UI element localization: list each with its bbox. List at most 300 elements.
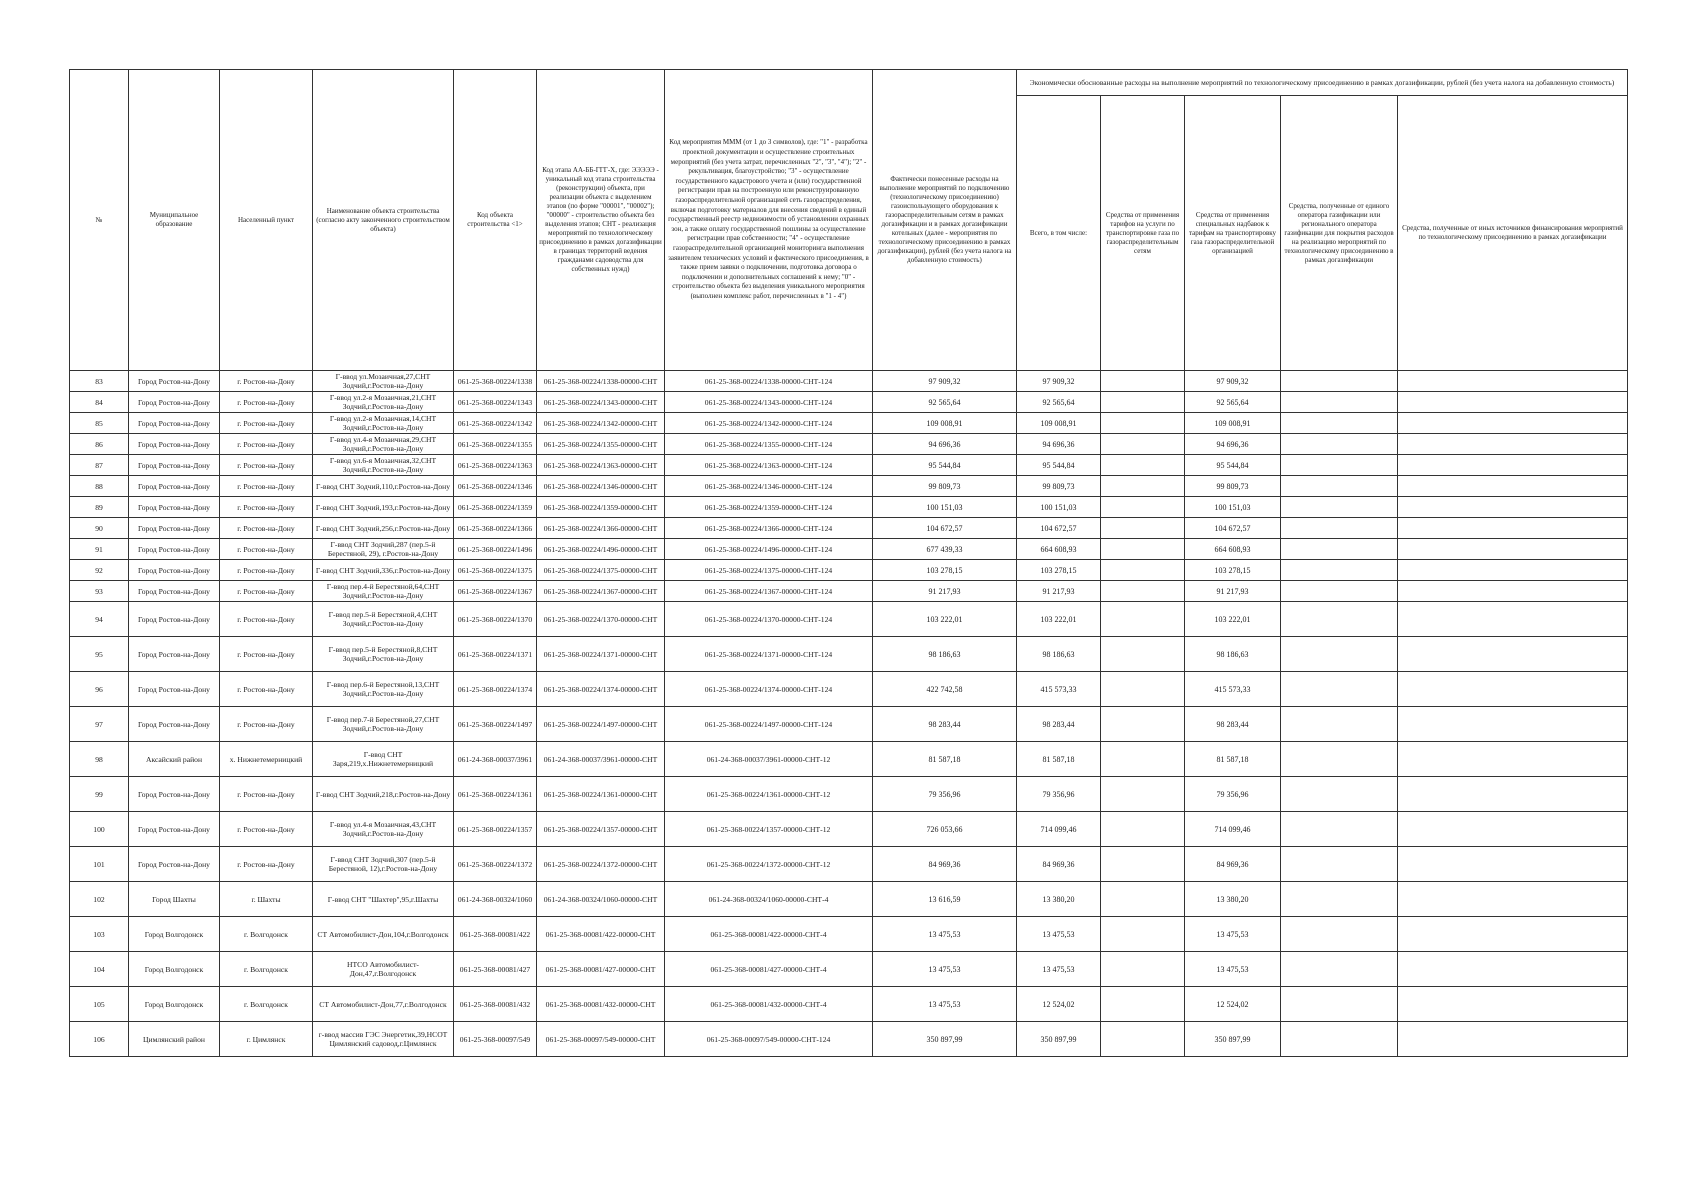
cell-actual-costs: 98 283,44 <box>873 707 1017 742</box>
cell-special-markups: 92 565,64 <box>1185 392 1281 413</box>
cell-actual-costs: 350 897,99 <box>873 1022 1017 1057</box>
cell-total: 103 222,01 <box>1017 602 1101 637</box>
cell-special-markups: 95 544,84 <box>1185 455 1281 476</box>
cell-operator-funds <box>1281 560 1398 581</box>
cell-settlement: г. Ростов-на-Дону <box>220 497 313 518</box>
cell-num: 85 <box>70 413 129 434</box>
cell-special-markups: 100 151,03 <box>1185 497 1281 518</box>
cell-num: 86 <box>70 434 129 455</box>
cell-actual-costs: 677 439,33 <box>873 539 1017 560</box>
cell-settlement: г. Шахты <box>220 882 313 917</box>
cell-special-markups: 99 809,73 <box>1185 476 1281 497</box>
cell-total: 415 573,33 <box>1017 672 1101 707</box>
cell-settlement: г. Ростов-на-Дону <box>220 413 313 434</box>
cell-special-markups: 84 969,36 <box>1185 847 1281 882</box>
cell-operator-funds <box>1281 742 1398 777</box>
cell-object-name: Г-ввод ул.6-я Мозаичная,32,СНТ Зодчий,г.Ростов-на-Дону <box>313 455 454 476</box>
cell-tariff-transport <box>1101 560 1185 581</box>
cell-municipality: Город Ростов-на-Дону <box>129 518 220 539</box>
cell-object-code: 061-25-368-00081/432 <box>454 987 537 1022</box>
cell-municipality: Город Ростов-на-Дону <box>129 581 220 602</box>
cell-other-sources <box>1398 707 1628 742</box>
cell-event-code: 061-25-368-00224/1370-00000-СНТ-124 <box>665 602 873 637</box>
table-row <box>70 742 1628 777</box>
cell-special-markups: 97 909,32 <box>1185 371 1281 392</box>
cell-stage-code: 061-25-368-00081/427-00000-СНТ <box>537 952 665 987</box>
cell-object-code: 061-25-368-00224/1366 <box>454 518 537 539</box>
cell-tariff-transport <box>1101 637 1185 672</box>
cell-total: 350 897,99 <box>1017 1022 1101 1057</box>
header-stage-code: Код этапа АА-ББ-ГГГ-Х, где: ЭЭЭЭЭ - уникальный код этапа строительства (реконструкции) объекта, при реализации объекта с выделением этапов (по форме "00001", "00002"); "00000" - строительство объекта без выделения этапов; СНТ - реализация мероприятий по технологическому присоединению в рамках догазификации в границах территорий ведения гражданами садоводства для собственных нужд) <box>537 70 665 371</box>
table-row <box>70 413 1628 434</box>
cell-special-markups: 109 008,91 <box>1185 413 1281 434</box>
cell-num: 94 <box>70 602 129 637</box>
cell-tariff-transport <box>1101 476 1185 497</box>
cell-special-markups: 12 524,02 <box>1185 987 1281 1022</box>
cell-settlement: г. Ростов-на-Дону <box>220 672 313 707</box>
table-row <box>70 392 1628 413</box>
cell-operator-funds <box>1281 518 1398 539</box>
cell-num: 84 <box>70 392 129 413</box>
table-row <box>70 917 1628 952</box>
cell-operator-funds <box>1281 602 1398 637</box>
cell-municipality: Город Ростов-на-Дону <box>129 812 220 847</box>
cell-event-code: 061-25-368-00224/1342-00000-СНТ-124 <box>665 413 873 434</box>
cell-stage-code: 061-25-368-00224/1355-00000-СНТ <box>537 434 665 455</box>
cell-event-code: 061-25-368-00224/1361-00000-СНТ-12 <box>665 777 873 812</box>
cell-num: 100 <box>70 812 129 847</box>
cell-special-markups: 98 186,63 <box>1185 637 1281 672</box>
table-row <box>70 560 1628 581</box>
cell-event-code: 061-25-368-00224/1357-00000-СНТ-12 <box>665 812 873 847</box>
cell-actual-costs: 726 053,66 <box>873 812 1017 847</box>
cell-object-code: 061-25-368-00224/1371 <box>454 637 537 672</box>
cell-other-sources <box>1398 742 1628 777</box>
cell-settlement: г. Ростов-на-Дону <box>220 581 313 602</box>
cell-municipality: Город Волгодонск <box>129 952 220 987</box>
cell-actual-costs: 100 151,03 <box>873 497 1017 518</box>
cell-total: 12 524,02 <box>1017 987 1101 1022</box>
cell-total: 91 217,93 <box>1017 581 1101 602</box>
cell-event-code: 061-24-368-00037/3961-00000-СНТ-12 <box>665 742 873 777</box>
cell-other-sources <box>1398 1022 1628 1057</box>
cell-special-markups: 714 099,46 <box>1185 812 1281 847</box>
cell-other-sources <box>1398 539 1628 560</box>
cell-operator-funds <box>1281 987 1398 1022</box>
cell-total: 84 969,36 <box>1017 847 1101 882</box>
cell-operator-funds <box>1281 497 1398 518</box>
cell-num: 90 <box>70 518 129 539</box>
cell-actual-costs: 13 475,53 <box>873 917 1017 952</box>
cell-stage-code: 061-25-368-00224/1363-00000-СНТ <box>537 455 665 476</box>
cell-tariff-transport <box>1101 434 1185 455</box>
cell-tariff-transport <box>1101 539 1185 560</box>
cell-other-sources <box>1398 581 1628 602</box>
cell-municipality: Город Ростов-на-Дону <box>129 602 220 637</box>
document-table-sheet <box>69 69 1627 1057</box>
cell-municipality: Город Ростов-на-Дону <box>129 847 220 882</box>
cell-municipality: Аксайский район <box>129 742 220 777</box>
cell-settlement: г. Ростов-на-Дону <box>220 476 313 497</box>
cell-other-sources <box>1398 371 1628 392</box>
header-econ-title: Экономически обоснованные расходы на выполнение мероприятий по технологическому присоединению в рамках догазификации, рублей (без учета налога на добавленную стоимость) <box>1017 70 1628 96</box>
cell-operator-funds <box>1281 476 1398 497</box>
cell-special-markups: 94 696,36 <box>1185 434 1281 455</box>
cell-other-sources <box>1398 392 1628 413</box>
cell-actual-costs: 79 356,96 <box>873 777 1017 812</box>
cell-other-sources <box>1398 952 1628 987</box>
cell-actual-costs: 13 475,53 <box>873 987 1017 1022</box>
cell-settlement: г. Ростов-на-Дону <box>220 371 313 392</box>
cell-num: 98 <box>70 742 129 777</box>
cell-total: 99 809,73 <box>1017 476 1101 497</box>
header-object-code: Код объекта строительства <1> <box>454 70 537 371</box>
cell-settlement: г. Ростов-на-Дону <box>220 560 313 581</box>
cell-operator-funds <box>1281 539 1398 560</box>
cell-object-name: НТСО Автомобилист-Дон,47,г.Волгодонск <box>313 952 454 987</box>
cell-object-code: 061-25-368-00224/1359 <box>454 497 537 518</box>
header-num: № <box>70 70 129 371</box>
cell-num: 97 <box>70 707 129 742</box>
cell-actual-costs: 103 222,01 <box>873 602 1017 637</box>
cell-stage-code: 061-25-368-00224/1357-00000-СНТ <box>537 812 665 847</box>
cell-operator-funds <box>1281 371 1398 392</box>
cell-operator-funds <box>1281 581 1398 602</box>
cell-special-markups: 104 672,57 <box>1185 518 1281 539</box>
cell-tariff-transport <box>1101 392 1185 413</box>
cell-object-name: Г-ввод ул.4-я Мозаичная,29,СНТ Зодчий,г.Ростов-на-Дону <box>313 434 454 455</box>
cell-municipality: Город Ростов-на-Дону <box>129 392 220 413</box>
cell-num: 93 <box>70 581 129 602</box>
cell-event-code: 061-25-368-00224/1366-00000-СНТ-124 <box>665 518 873 539</box>
cell-actual-costs: 422 742,58 <box>873 672 1017 707</box>
cell-object-name: СТ Автомобилист-Дон,104,г.Волгодонск <box>313 917 454 952</box>
cell-event-code: 061-25-368-00224/1363-00000-СНТ-124 <box>665 455 873 476</box>
cell-tariff-transport <box>1101 455 1185 476</box>
cell-event-code: 061-25-368-00097/549-00000-СНТ-124 <box>665 1022 873 1057</box>
table-row <box>70 882 1628 917</box>
cell-actual-costs: 81 587,18 <box>873 742 1017 777</box>
cell-object-name: Г-ввод СНТ Зодчий,307 (пер.5-й Берестяной, 12),г.Ростов-на-Дону <box>313 847 454 882</box>
cell-event-code: 061-25-368-00224/1497-00000-СНТ-124 <box>665 707 873 742</box>
cell-event-code: 061-25-368-00224/1372-00000-СНТ-12 <box>665 847 873 882</box>
cell-total: 714 099,46 <box>1017 812 1101 847</box>
cell-tariff-transport <box>1101 602 1185 637</box>
cell-operator-funds <box>1281 434 1398 455</box>
cell-stage-code: 061-25-368-00224/1497-00000-СНТ <box>537 707 665 742</box>
cell-municipality: Город Ростов-на-Дону <box>129 371 220 392</box>
cell-other-sources <box>1398 497 1628 518</box>
cell-municipality: Город Ростов-на-Дону <box>129 672 220 707</box>
cell-stage-code: 061-25-368-00224/1372-00000-СНТ <box>537 847 665 882</box>
cell-special-markups: 81 587,18 <box>1185 742 1281 777</box>
cell-settlement: г. Ростов-на-Дону <box>220 518 313 539</box>
cell-operator-funds <box>1281 637 1398 672</box>
table-header <box>70 70 1628 371</box>
cell-total: 79 356,96 <box>1017 777 1101 812</box>
cell-object-code: 061-25-368-00224/1361 <box>454 777 537 812</box>
cell-total: 92 565,64 <box>1017 392 1101 413</box>
header-municipality: Муниципальное образование <box>129 70 220 371</box>
cell-stage-code: 061-25-368-00224/1367-00000-СНТ <box>537 581 665 602</box>
cell-municipality: Город Ростов-на-Дону <box>129 476 220 497</box>
table-row <box>70 777 1628 812</box>
cell-other-sources <box>1398 602 1628 637</box>
cell-tariff-transport <box>1101 987 1185 1022</box>
cell-event-code: 061-25-368-00224/1343-00000-СНТ-124 <box>665 392 873 413</box>
cell-stage-code: 061-24-368-00324/1060-00000-СНТ <box>537 882 665 917</box>
cell-object-code: 061-25-368-00224/1372 <box>454 847 537 882</box>
header-object-name: Наименование объекта строительства (согласно акту законченного строительством объекта) <box>313 70 454 371</box>
cell-actual-costs: 104 672,57 <box>873 518 1017 539</box>
cell-operator-funds <box>1281 413 1398 434</box>
cell-object-code: 061-24-368-00324/1060 <box>454 882 537 917</box>
cell-other-sources <box>1398 882 1628 917</box>
table-row <box>70 497 1628 518</box>
header-operator-funds: Средства, полученные от единого оператора газификации или регионального оператора газификации для покрытия расходов на реализацию мероприятий по технологическому присоединению в рамках догазификации <box>1281 96 1398 371</box>
cell-operator-funds <box>1281 812 1398 847</box>
cell-num: 83 <box>70 371 129 392</box>
header-total: Всего, в том числе: <box>1017 96 1101 371</box>
cell-stage-code: 061-25-368-00224/1366-00000-СНТ <box>537 518 665 539</box>
cell-tariff-transport <box>1101 777 1185 812</box>
cell-operator-funds <box>1281 917 1398 952</box>
cell-operator-funds <box>1281 777 1398 812</box>
cell-actual-costs: 103 278,15 <box>873 560 1017 581</box>
cell-operator-funds <box>1281 707 1398 742</box>
cell-num: 95 <box>70 637 129 672</box>
cell-stage-code: 061-25-368-00224/1371-00000-СНТ <box>537 637 665 672</box>
cell-object-code: 061-25-368-00224/1343 <box>454 392 537 413</box>
cell-settlement: г. Ростов-на-Дону <box>220 812 313 847</box>
cell-operator-funds <box>1281 392 1398 413</box>
cell-other-sources <box>1398 560 1628 581</box>
cell-total: 109 008,91 <box>1017 413 1101 434</box>
cell-object-code: 061-25-368-00224/1375 <box>454 560 537 581</box>
cell-municipality: Цимлянский район <box>129 1022 220 1057</box>
cell-stage-code: 061-25-368-00224/1338-00000-СНТ <box>537 371 665 392</box>
cell-num: 88 <box>70 476 129 497</box>
cell-object-code: 061-25-368-00224/1363 <box>454 455 537 476</box>
cell-stage-code: 061-25-368-00224/1342-00000-СНТ <box>537 413 665 434</box>
table-row <box>70 637 1628 672</box>
table-row <box>70 455 1628 476</box>
cell-tariff-transport <box>1101 952 1185 987</box>
cell-settlement: г. Ростов-на-Дону <box>220 392 313 413</box>
cell-other-sources <box>1398 455 1628 476</box>
cell-stage-code: 061-25-368-00224/1359-00000-СНТ <box>537 497 665 518</box>
cell-settlement: г. Ростов-на-Дону <box>220 777 313 812</box>
cell-stage-code: 061-25-368-00224/1346-00000-СНТ <box>537 476 665 497</box>
cell-actual-costs: 95 544,84 <box>873 455 1017 476</box>
cell-stage-code: 061-25-368-00224/1361-00000-СНТ <box>537 777 665 812</box>
cell-stage-code: 061-25-368-00224/1343-00000-СНТ <box>537 392 665 413</box>
cell-municipality: Город Ростов-на-Дону <box>129 497 220 518</box>
cell-stage-code: 061-25-368-00081/422-00000-СНТ <box>537 917 665 952</box>
cell-settlement: х. Нижнетемерницкий <box>220 742 313 777</box>
cell-object-name: Г-ввод пер.5-й Берестяной,4,СНТ Зодчий,г.Ростов-на-Дону <box>313 602 454 637</box>
table-row <box>70 371 1628 392</box>
cell-operator-funds <box>1281 952 1398 987</box>
table-row <box>70 812 1628 847</box>
table-row <box>70 518 1628 539</box>
cell-object-code: 061-25-368-00224/1338 <box>454 371 537 392</box>
cell-object-name: Г-ввод СНТ Заря,219,х.Нижнетемерницкий <box>313 742 454 777</box>
table-row <box>70 1022 1628 1057</box>
cell-special-markups: 13 475,53 <box>1185 952 1281 987</box>
cell-event-code: 061-25-368-00224/1375-00000-СНТ-124 <box>665 560 873 581</box>
cell-object-name: Г-ввод ул.2-я Мозаичная,21,СНТ Зодчий,г.Ростов-на-Дону <box>313 392 454 413</box>
table-row <box>70 987 1628 1022</box>
cell-other-sources <box>1398 847 1628 882</box>
cell-actual-costs: 92 565,64 <box>873 392 1017 413</box>
cell-event-code: 061-25-368-00081/422-00000-СНТ-4 <box>665 917 873 952</box>
header-actual-costs: Фактически понесенные расходы на выполнение мероприятий по подключению (технологическому присоединению) газоиспользующего оборудования к газораспределительным сетям в рамках догазификации и в рамках догазификации котельных (далее - мероприятия по технологическому присоединению в рамках догазификации), рублей (без учета налога на добавленную стоимость) <box>873 70 1017 371</box>
cell-special-markups: 664 608,93 <box>1185 539 1281 560</box>
cell-event-code: 061-25-368-00224/1367-00000-СНТ-124 <box>665 581 873 602</box>
costs-table <box>69 69 1628 1057</box>
cell-object-name: Г-ввод ул.4-я Мозаичная,43,СНТ Зодчий,г.Ростов-на-Дону <box>313 812 454 847</box>
cell-operator-funds <box>1281 672 1398 707</box>
cell-stage-code: 061-25-368-00224/1375-00000-СНТ <box>537 560 665 581</box>
cell-tariff-transport <box>1101 581 1185 602</box>
cell-tariff-transport <box>1101 413 1185 434</box>
cell-event-code: 061-25-368-00224/1374-00000-СНТ-124 <box>665 672 873 707</box>
cell-total: 13 380,20 <box>1017 882 1101 917</box>
cell-stage-code: 061-25-368-00224/1370-00000-СНТ <box>537 602 665 637</box>
cell-event-code: 061-25-368-00081/427-00000-СНТ-4 <box>665 952 873 987</box>
cell-actual-costs: 98 186,63 <box>873 637 1017 672</box>
cell-object-code: 061-25-368-00224/1346 <box>454 476 537 497</box>
cell-other-sources <box>1398 476 1628 497</box>
cell-event-code: 061-25-368-00224/1371-00000-СНТ-124 <box>665 637 873 672</box>
table-row <box>70 434 1628 455</box>
cell-municipality: Город Ростов-на-Дону <box>129 539 220 560</box>
cell-settlement: г. Цимлянск <box>220 1022 313 1057</box>
cell-operator-funds <box>1281 1022 1398 1057</box>
cell-other-sources <box>1398 987 1628 1022</box>
cell-tariff-transport <box>1101 917 1185 952</box>
cell-other-sources <box>1398 434 1628 455</box>
cell-object-code: 061-25-368-00224/1374 <box>454 672 537 707</box>
cell-object-name: Г-ввод СНТ Зодчий,193,г.Ростов-на-Дону <box>313 497 454 518</box>
cell-object-name: Г-ввод ул.2-я Мозаичная,14,СНТ Зодчий,г.Ростов-на-Дону <box>313 413 454 434</box>
cell-event-code: 061-25-368-00224/1496-00000-СНТ-124 <box>665 539 873 560</box>
cell-num: 87 <box>70 455 129 476</box>
cell-actual-costs: 84 969,36 <box>873 847 1017 882</box>
cell-num: 92 <box>70 560 129 581</box>
table-row <box>70 707 1628 742</box>
cell-special-markups: 350 897,99 <box>1185 1022 1281 1057</box>
cell-other-sources <box>1398 777 1628 812</box>
cell-actual-costs: 13 475,53 <box>873 952 1017 987</box>
cell-num: 91 <box>70 539 129 560</box>
cell-num: 89 <box>70 497 129 518</box>
header-special-markups: Средства от применения специальных надбавок к тарифам на транспортировку газа газораспределительной организацией <box>1185 96 1281 371</box>
cell-total: 100 151,03 <box>1017 497 1101 518</box>
cell-num: 99 <box>70 777 129 812</box>
cell-event-code: 061-25-368-00224/1359-00000-СНТ-124 <box>665 497 873 518</box>
cell-object-name: Г-ввод пер.6-й Берестяной,13,СНТ Зодчий,г.Ростов-на-Дону <box>313 672 454 707</box>
cell-tariff-transport <box>1101 371 1185 392</box>
cell-num: 101 <box>70 847 129 882</box>
cell-stage-code: 061-25-368-00224/1374-00000-СНТ <box>537 672 665 707</box>
cell-other-sources <box>1398 413 1628 434</box>
table-row <box>70 672 1628 707</box>
cell-municipality: Город Волгодонск <box>129 987 220 1022</box>
cell-settlement: г. Волгодонск <box>220 987 313 1022</box>
cell-municipality: Город Ростов-на-Дону <box>129 413 220 434</box>
cell-total: 13 475,53 <box>1017 952 1101 987</box>
cell-object-code: 061-25-368-00081/427 <box>454 952 537 987</box>
cell-settlement: г. Ростов-на-Дону <box>220 847 313 882</box>
table-row <box>70 581 1628 602</box>
cell-municipality: Город Ростов-на-Дону <box>129 434 220 455</box>
cell-special-markups: 415 573,33 <box>1185 672 1281 707</box>
cell-object-code: 061-24-368-00037/3961 <box>454 742 537 777</box>
cell-settlement: г. Волгодонск <box>220 917 313 952</box>
cell-municipality: Город Шахты <box>129 882 220 917</box>
cell-settlement: г. Ростов-на-Дону <box>220 637 313 672</box>
cell-settlement: г. Ростов-на-Дону <box>220 455 313 476</box>
header-settlement: Населенный пункт <box>220 70 313 371</box>
cell-num: 104 <box>70 952 129 987</box>
table-row <box>70 539 1628 560</box>
cell-tariff-transport <box>1101 882 1185 917</box>
cell-tariff-transport <box>1101 497 1185 518</box>
cell-other-sources <box>1398 812 1628 847</box>
cell-object-name: Г-ввод ул.Мозаичная,27,СНТ Зодчий,г.Ростов-на-Дону <box>313 371 454 392</box>
cell-operator-funds <box>1281 882 1398 917</box>
table-row <box>70 847 1628 882</box>
cell-settlement: г. Ростов-на-Дону <box>220 539 313 560</box>
cell-other-sources <box>1398 672 1628 707</box>
cell-settlement: г. Ростов-на-Дону <box>220 602 313 637</box>
cell-special-markups: 13 380,20 <box>1185 882 1281 917</box>
cell-tariff-transport <box>1101 742 1185 777</box>
cell-object-code: 061-25-368-00081/422 <box>454 917 537 952</box>
cell-object-code: 061-25-368-00224/1355 <box>454 434 537 455</box>
cell-actual-costs: 99 809,73 <box>873 476 1017 497</box>
header-other-sources: Средства, полученные от иных источников финансирования мероприятий по технологическому присоединению в рамках догазификации <box>1398 96 1628 371</box>
cell-actual-costs: 97 909,32 <box>873 371 1017 392</box>
cell-total: 98 186,63 <box>1017 637 1101 672</box>
cell-special-markups: 98 283,44 <box>1185 707 1281 742</box>
cell-object-name: Г-ввод пер.4-й Берестяной,64,СНТ Зодчий,г.Ростов-на-Дону <box>313 581 454 602</box>
cell-municipality: Город Ростов-на-Дону <box>129 560 220 581</box>
cell-object-code: 061-25-368-00224/1357 <box>454 812 537 847</box>
cell-event-code: 061-25-368-00224/1338-00000-СНТ-124 <box>665 371 873 392</box>
cell-total: 103 278,15 <box>1017 560 1101 581</box>
cell-stage-code: 061-25-368-00081/432-00000-СНТ <box>537 987 665 1022</box>
cell-object-name: Г-ввод пер.5-й Берестяной,8,СНТ Зодчий,г.Ростов-на-Дону <box>313 637 454 672</box>
cell-num: 96 <box>70 672 129 707</box>
cell-object-name: Г-ввод СНТ Зодчий,256,г.Ростов-на-Дону <box>313 518 454 539</box>
cell-settlement: г. Волгодонск <box>220 952 313 987</box>
cell-object-code: 061-25-368-00224/1370 <box>454 602 537 637</box>
cell-object-name: Г-ввод пер.7-й Берестяной,27,СНТ Зодчий,г.Ростов-на-Дону <box>313 707 454 742</box>
cell-event-code: 061-25-368-00224/1346-00000-СНТ-124 <box>665 476 873 497</box>
cell-num: 106 <box>70 1022 129 1057</box>
cell-tariff-transport <box>1101 672 1185 707</box>
cell-municipality: Город Волгодонск <box>129 917 220 952</box>
cell-total: 104 672,57 <box>1017 518 1101 539</box>
cell-num: 105 <box>70 987 129 1022</box>
cell-special-markups: 103 222,01 <box>1185 602 1281 637</box>
cell-actual-costs: 13 616,59 <box>873 882 1017 917</box>
cell-object-name: г-ввод массив ГЭС Энергетик,39,НСОТ Цимлянский садовод,г.Цимлянск <box>313 1022 454 1057</box>
cell-tariff-transport <box>1101 847 1185 882</box>
